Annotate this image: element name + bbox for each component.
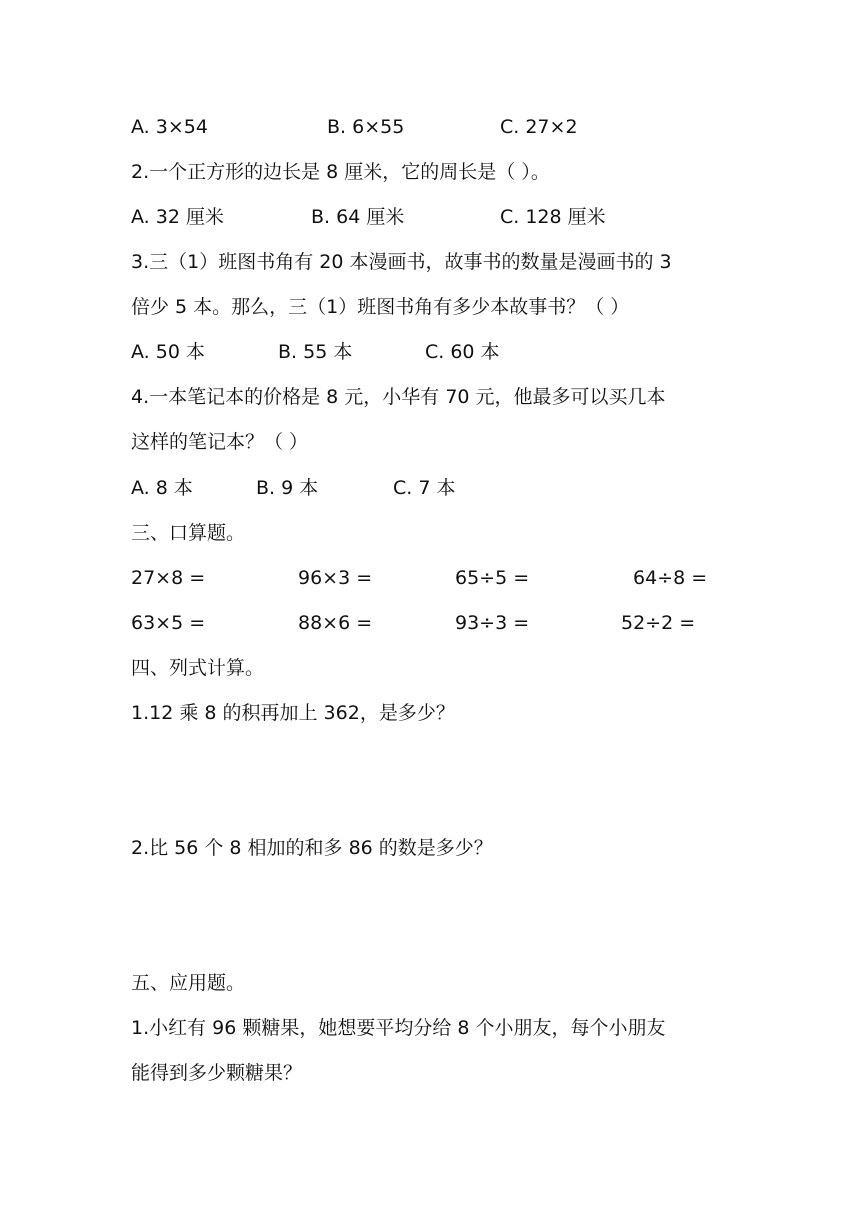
q2-option-a: A. 32 厘米 [131, 206, 224, 228]
calc-item: 27×8 = [131, 567, 206, 589]
q3-option-b: B. 55 本 [278, 341, 353, 363]
section5-q1-line1: 1.小红有 96 颗糖果，她想要平均分给 8 个小朋友，每个小朋友 [131, 1017, 666, 1039]
q4-option-a: A. 8 本 [131, 477, 193, 499]
q3-option-a: A. 50 本 [131, 341, 205, 363]
section4-item-2: 2.比 56 个 8 相加的和多 86 的数是多少？ [131, 837, 493, 859]
calc-item: 88×6 = [298, 612, 373, 634]
q4-line1: 4.一本笔记本的价格是 8 元，小华有 70 元，他最多可以买几本 [131, 386, 666, 408]
calc-item: 52÷2 = [621, 612, 696, 634]
calc-item: 93÷3 = [455, 612, 530, 634]
q3-line2: 倍少 5 本。那么，三（1）班图书角有多少本故事书？（ ） [131, 296, 630, 318]
q2-text: 2.一个正方形的边长是 8 厘米，它的周长是（ ）。 [131, 161, 550, 183]
calc-item: 63×5 = [131, 612, 206, 634]
q4-option-b: B. 9 本 [256, 477, 319, 499]
calc-item: 65÷5 = [455, 567, 530, 589]
section5-title: 五、应用题。 [131, 972, 246, 994]
section5-q1-line2: 能得到多少颗糖果？ [131, 1062, 303, 1084]
q3-option-c: C. 60 本 [425, 341, 500, 363]
q1-option-a: A. 3×54 [131, 116, 208, 138]
section3-title: 三、口算题。 [131, 522, 246, 544]
section4-title: 四、列式计算。 [131, 657, 265, 679]
q2-option-c: C. 128 厘米 [500, 206, 606, 228]
section4-item-1: 1.12 乘 8 的积再加上 362，是多少？ [131, 702, 455, 724]
calc-item: 64÷8 = [633, 567, 708, 589]
q2-option-b: B. 64 厘米 [311, 206, 405, 228]
q1-option-c: C. 27×2 [500, 116, 578, 138]
q3-line1: 3.三（1）班图书角有 20 本漫画书，故事书的数量是漫画书的 3 [131, 251, 672, 273]
q1-option-b: B. 6×55 [327, 116, 405, 138]
calc-item: 96×3 = [298, 567, 373, 589]
q4-line2: 这样的笔记本？（ ） [131, 431, 309, 453]
q4-option-c: C. 7 本 [393, 477, 456, 499]
